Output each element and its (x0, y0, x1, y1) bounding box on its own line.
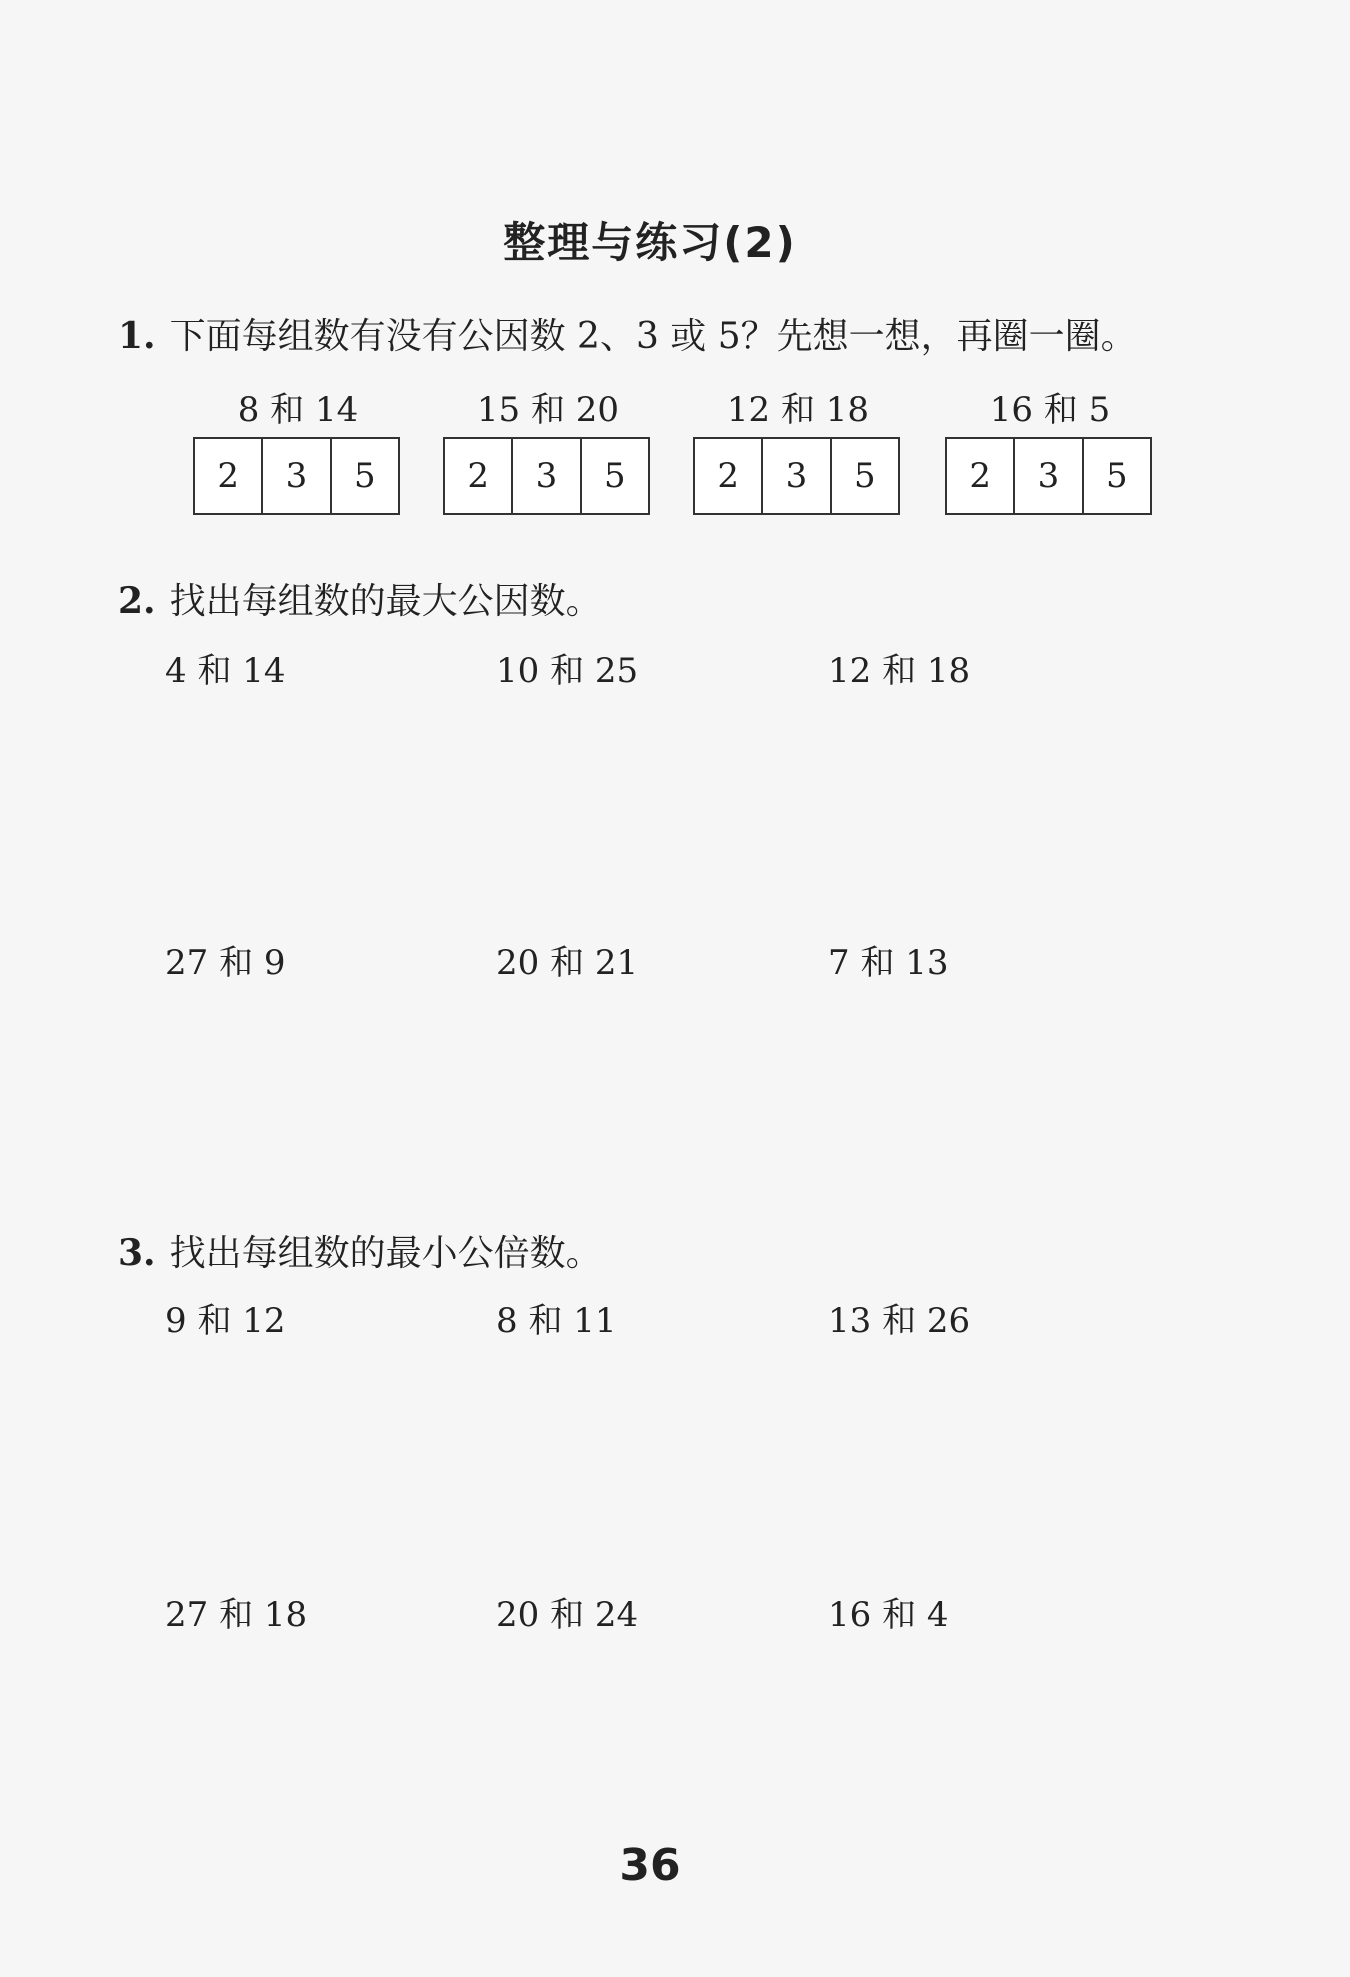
q1-option-box (443, 437, 650, 515)
q3-number-pair: 8 和 11 (496, 1301, 617, 1341)
question-1-number: 1. (118, 315, 156, 357)
question-1 (118, 308, 1137, 359)
option-cell[interactable]: 3 (1015, 439, 1083, 513)
q2-number-pair: 7 和 13 (828, 943, 949, 983)
option-cell[interactable]: 5 (1106, 456, 1128, 496)
q1-group-label: 16 和 5 (989, 390, 1111, 430)
q1-group-label: 8 和 14 (237, 390, 359, 430)
option-cell[interactable]: 2 (445, 439, 513, 513)
q3-number-pair: 20 和 24 (496, 1595, 639, 1635)
option-cell[interactable]: 3 (513, 439, 581, 513)
question-3-number: 3. (118, 1232, 156, 1274)
question-3 (118, 1225, 602, 1276)
q3-number-pair: 16 和 4 (828, 1595, 949, 1635)
q2-number-pair: 4 和 14 (165, 651, 286, 691)
q1-group-label: 15 和 20 (476, 390, 620, 430)
q3-number-pair: 27 和 18 (165, 1595, 308, 1635)
q2-number-pair: 12 和 18 (828, 651, 971, 691)
q3-number-pair: 13 和 26 (828, 1301, 971, 1341)
option-cell[interactable]: 2 (195, 439, 263, 513)
q1-option-box (693, 437, 900, 515)
q2-number-pair: 20 和 21 (496, 943, 639, 983)
option-cell[interactable]: 5 (854, 456, 876, 496)
question-2-number: 2. (118, 580, 156, 622)
page-number: 36 (619, 1840, 681, 1891)
q1-option-box (193, 437, 400, 515)
option-cell[interactable]: 3 (763, 439, 831, 513)
option-cell[interactable]: 2 (947, 439, 1015, 513)
q2-number-pair: 27 和 9 (165, 943, 286, 983)
q3-number-pair: 9 和 12 (165, 1301, 286, 1341)
q1-group-label: 12 和 18 (726, 390, 870, 430)
q2-number-pair: 10 和 25 (496, 651, 639, 691)
option-cell[interactable]: 2 (695, 439, 763, 513)
q1-option-box (945, 437, 1152, 515)
option-cell[interactable]: 3 (263, 439, 331, 513)
question-2-text: 找出每组数的最大公因数。 (169, 581, 602, 622)
question-1-text: 下面每组数有没有公因数 2、3 或 5？先想一想，再圈一圈。 (169, 316, 1137, 357)
option-cell[interactable]: 5 (604, 456, 626, 496)
page-title: 整理与练习(2) (503, 218, 797, 267)
option-cell[interactable]: 5 (354, 456, 376, 496)
question-2 (118, 573, 602, 624)
question-3-text: 找出每组数的最小公倍数。 (169, 1233, 602, 1274)
